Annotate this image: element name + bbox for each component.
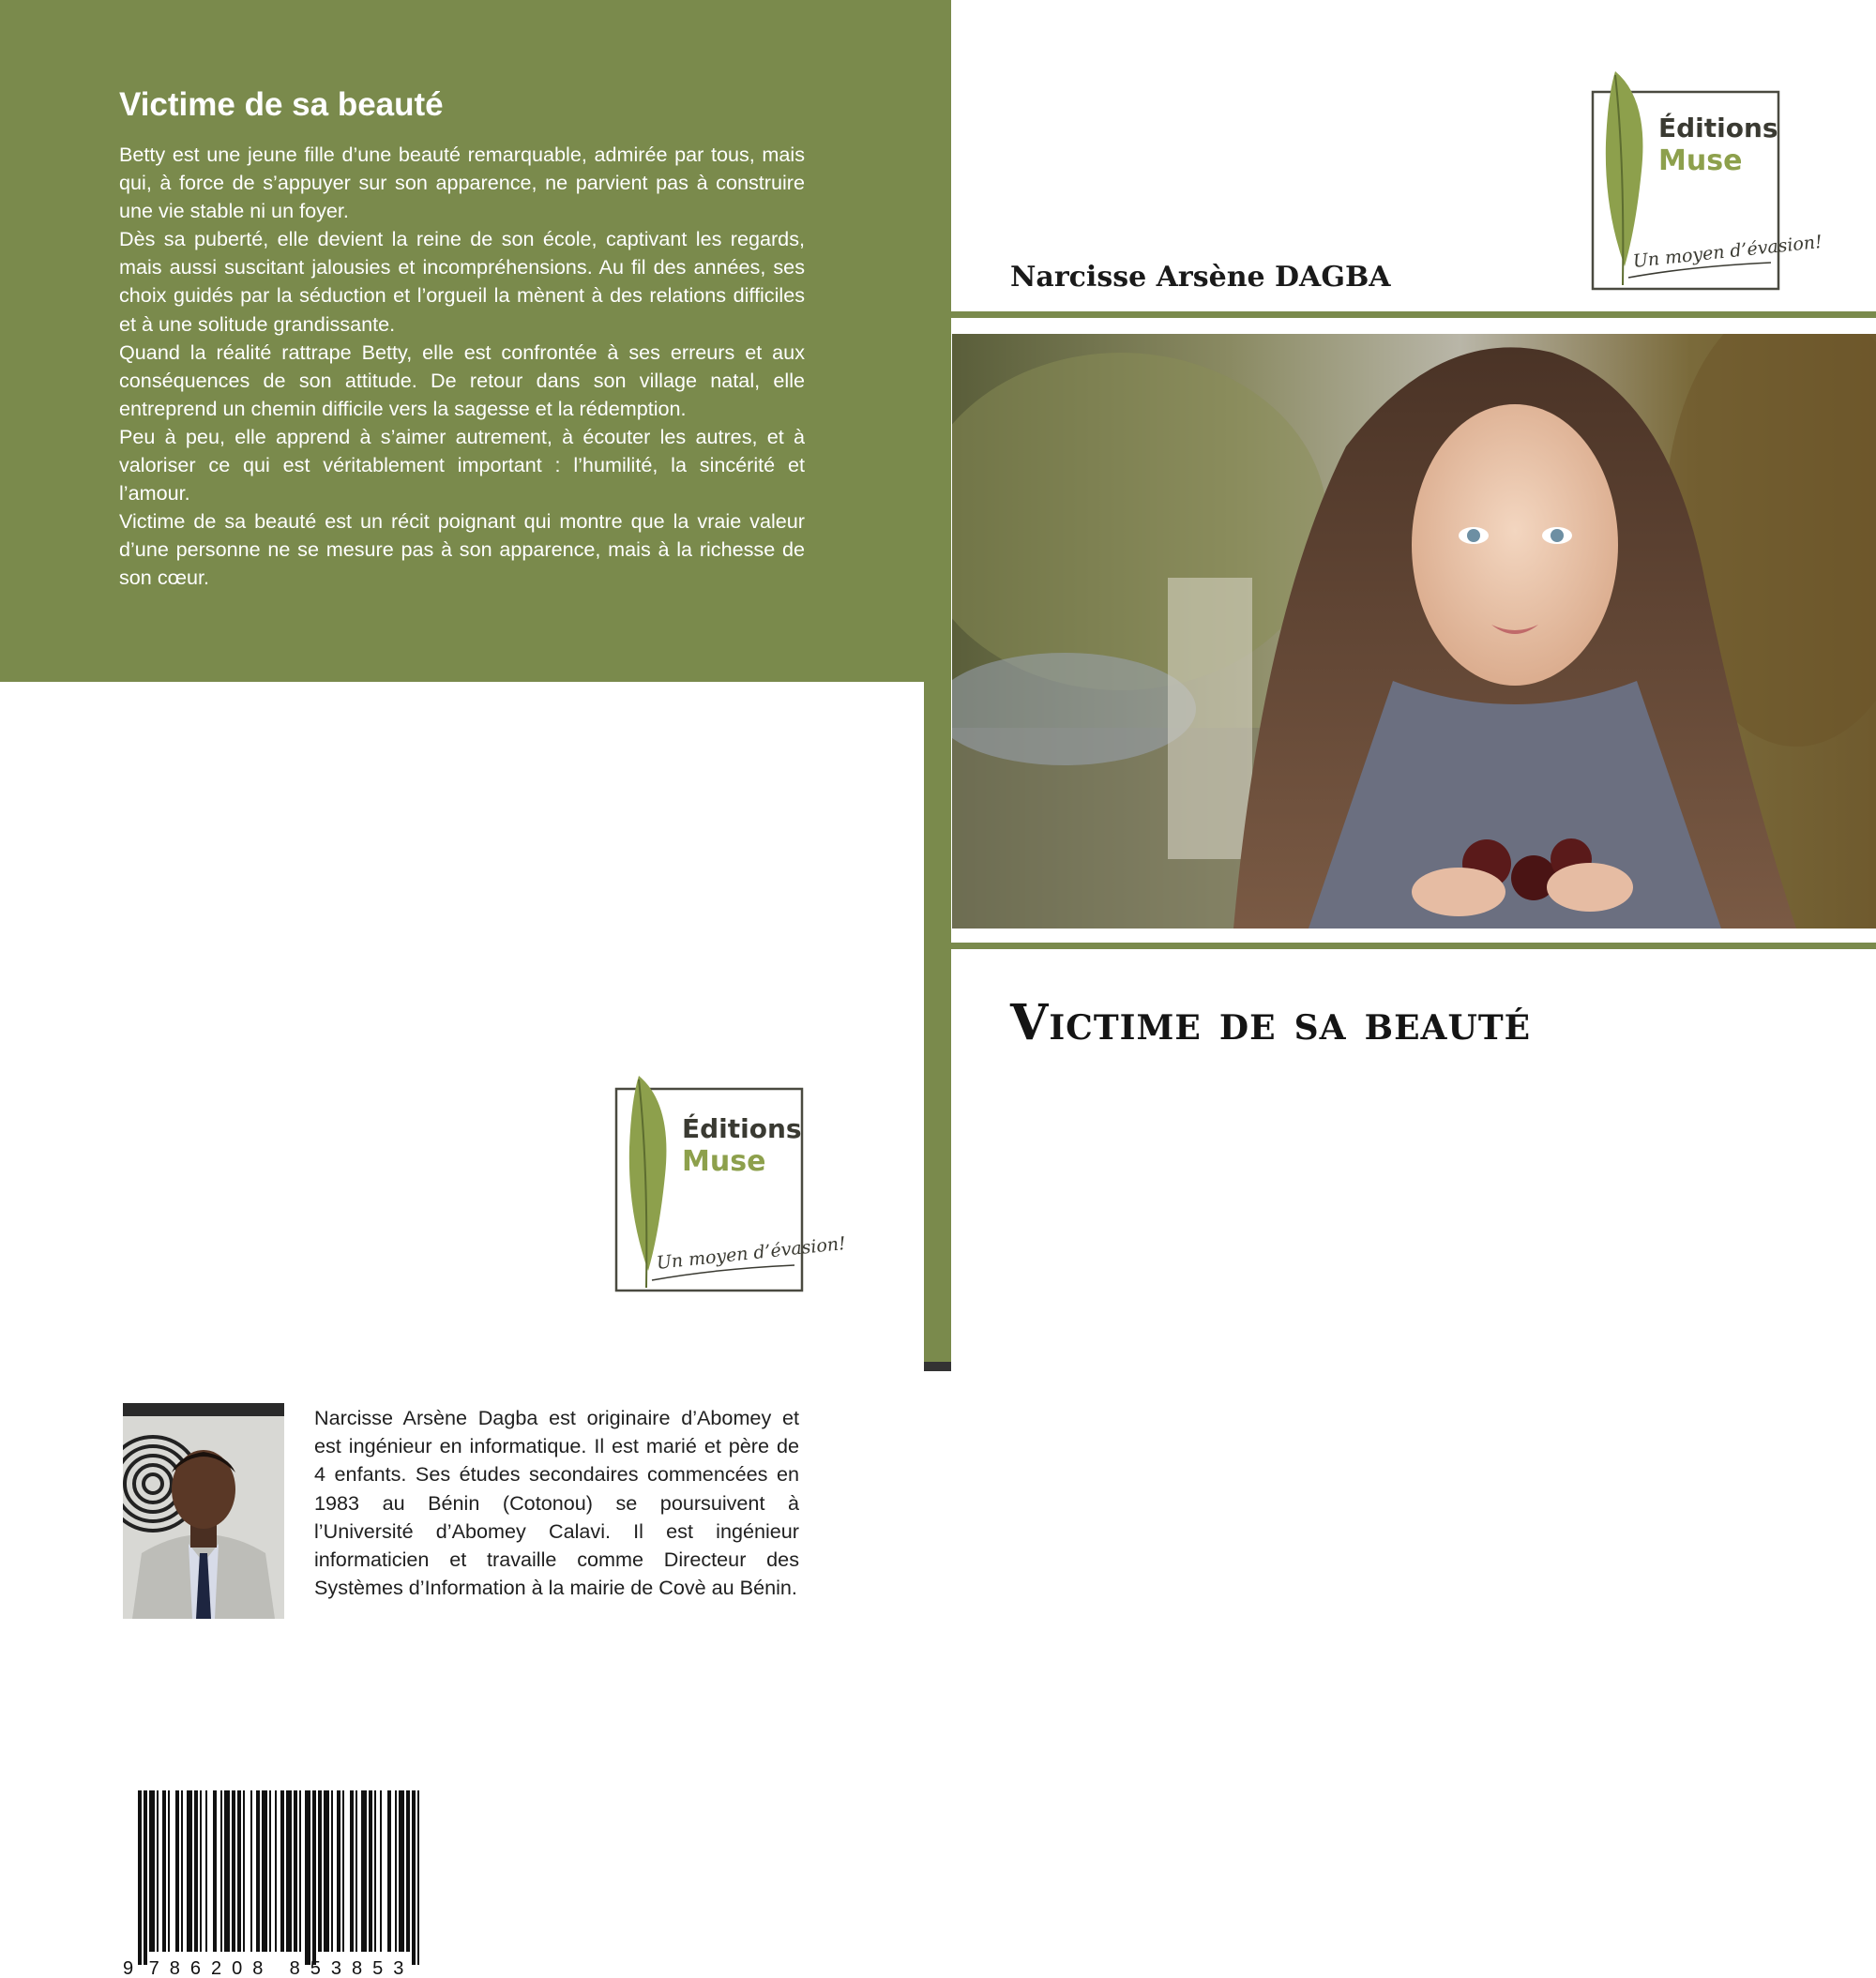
isbn-digits-right: 853853	[289, 1958, 415, 1978]
barcode-bar	[250, 1790, 252, 1952]
synopsis	[119, 141, 805, 593]
barcode-bar	[269, 1790, 271, 1952]
barcode-bar	[181, 1790, 183, 1952]
divider-rule	[951, 311, 1876, 318]
barcode-bar	[256, 1790, 260, 1952]
barcode-bar	[243, 1790, 245, 1952]
barcode-bar	[369, 1790, 372, 1952]
synopsis-paragraph: Quand la réalité rattrape Betty, elle est confrontée à ses erreurs et aux conséquences de son attitude. De retour dans son village natal, elle entreprend un chemin difficile vers la sagesse et la rédemption.	[119, 340, 805, 420]
barcode-bar	[406, 1790, 410, 1952]
barcode-bar	[395, 1790, 397, 1952]
publisher-name-accent: Muse	[1658, 144, 1743, 177]
isbn-digit-first: 9	[123, 1958, 134, 1978]
isbn-digits-left: 786208	[148, 1958, 274, 1978]
synopsis-paragraph: Peu à peu, elle apprend à s’aimer autrement, à écouter les autres, et à valoriser ce qui est véritablement important : l’humilité, la sincérité et l’amour.	[119, 424, 805, 506]
barcode-bar	[361, 1790, 367, 1952]
synopsis-paragraph: Betty est une jeune fille d’une beauté remarquable, admirée par tous, mais qui, à force de s’appuyer sur son apparence, ne parvient pas à construire une vie stable ni un foyer.	[119, 143, 805, 223]
barcode-bar	[280, 1790, 284, 1952]
spine-foot	[924, 1362, 951, 1371]
barcode-bar	[237, 1790, 241, 1952]
front-book-title: Victime de sa beauté	[1010, 994, 1532, 1051]
barcode-bar	[331, 1790, 333, 1952]
divider-rule	[951, 943, 1876, 949]
barcode-bar	[213, 1790, 217, 1952]
barcode-bar	[232, 1790, 235, 1952]
barcode-bar	[200, 1790, 202, 1952]
publisher-logo-back	[611, 1072, 847, 1297]
barcode-bar	[299, 1790, 301, 1952]
synopsis-paragraph: Victime de sa beauté est un récit poignant qui montre que la vraie valeur d’une personne ne se mesure pas à son apparence, mais à la richesse de son cœur.	[119, 509, 805, 590]
barcode-bar	[162, 1790, 166, 1952]
barcode-bar	[138, 1790, 142, 1965]
barcode-bar	[412, 1790, 416, 1965]
barcode-bar	[374, 1790, 376, 1952]
front-author-name: Narcisse Arsène DAGBA	[1010, 261, 1391, 294]
barcode-bar	[356, 1790, 357, 1952]
barcode-bar	[220, 1790, 222, 1952]
spine	[924, 682, 951, 1371]
publisher-name-accent: Muse	[682, 1145, 766, 1178]
barcode-bar	[318, 1790, 322, 1952]
barcode-bar	[262, 1790, 267, 1952]
barcode-bar	[275, 1790, 277, 1952]
cover-photo	[952, 334, 1876, 929]
barcode-bar	[324, 1790, 329, 1952]
isbn-barcode	[117, 1790, 427, 1978]
publisher-name: Éditions	[1658, 113, 1778, 143]
back-cover-synopsis-panel	[0, 0, 951, 682]
barcode-bar	[337, 1790, 340, 1952]
barcode-bar	[350, 1790, 354, 1952]
synopsis-paragraph: Dès sa puberté, elle devient la reine de son école, captivant les regards, mais aussi suscitant jalousies et incompréhensions. Au fil des années, ses choix guidés par la séduction et l’orgueil la mènent à des relations difficiles et à une solitude grandissante.	[119, 227, 805, 336]
barcode-bar	[175, 1790, 179, 1952]
barcode-bar	[205, 1790, 207, 1952]
barcode-bar	[417, 1790, 419, 1965]
barcode-bar	[194, 1790, 198, 1952]
barcode-bar	[387, 1790, 391, 1952]
barcode-bar	[294, 1790, 297, 1952]
publisher-name: Éditions	[682, 1113, 802, 1144]
author-bio: Narcisse Arsène Dagba est originaire d’Abomey et est ingénieur en informatique. Il est marié et père de 4 enfants. Ses études secondaires commencées en 1983 au Bénin (Cotonou) se poursuivent à l’Université d’Abomey Calavi. Il est ingénieur informaticien et travaille comme Directeur des Systèmes d’Information à la mairie de Covè au Bénin.	[314, 1406, 799, 1600]
barcode-bar	[305, 1790, 310, 1965]
barcode-bar	[312, 1790, 316, 1965]
barcode-bar	[224, 1790, 230, 1952]
barcode-bar	[168, 1790, 170, 1952]
back-cover-title: Victime de sa beauté	[119, 86, 444, 123]
author-photo	[123, 1403, 284, 1619]
barcode-bar	[149, 1790, 155, 1952]
publisher-slogan: Un moyen d’évasion!	[655, 1232, 847, 1274]
publisher-slogan: Un moyen d’évasion!	[1631, 231, 1823, 272]
barcode-bar	[187, 1790, 192, 1952]
publisher-logo-front	[1587, 68, 1823, 293]
barcode-bar	[342, 1790, 344, 1952]
barcode-bar	[399, 1790, 404, 1952]
barcode-bar	[157, 1790, 159, 1952]
barcode-bar	[380, 1790, 382, 1952]
barcode-bar	[144, 1790, 147, 1965]
barcode-bar	[286, 1790, 292, 1952]
